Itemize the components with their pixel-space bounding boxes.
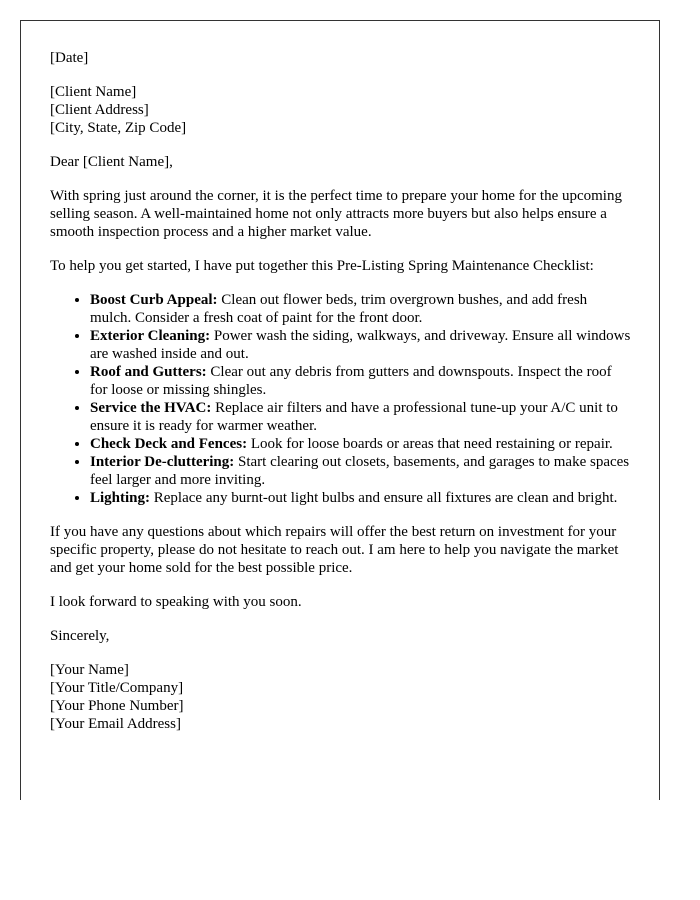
sign-off: Sincerely, xyxy=(50,628,110,644)
sender-name: [Your Name] xyxy=(50,662,129,678)
checklist-item-text: Start clearing out closets, basements, and garages to make spaces feel larger and more inviting. xyxy=(90,454,630,488)
checklist-item xyxy=(90,453,632,489)
checklist-item xyxy=(90,291,632,327)
checklist-item-text: Replace air filters and have a professional tune-up your A/C unit to ensure it is ready for warmer weather. xyxy=(90,400,618,434)
recipient-city-state-zip: [City, State, Zip Code] xyxy=(50,120,187,136)
recipient-block xyxy=(50,83,632,137)
recipient-name: [Client Name] xyxy=(50,84,137,100)
checklist-item xyxy=(90,489,632,507)
sender-title-company: [Your Title/Company] xyxy=(50,680,184,696)
checklist-item xyxy=(90,363,632,399)
sender-email: [Your Email Address] xyxy=(50,716,181,732)
checklist-item-text: Clean out flower beds, trim overgrown bushes, and add fresh mulch. Consider a fresh coat of paint for the front door. xyxy=(90,292,588,326)
recipient-address: [Client Address] xyxy=(50,102,149,118)
look-forward-line: I look forward to speaking with you soon. xyxy=(50,594,302,610)
checklist-item-text: Look for loose boards or areas that need restaining or repair. xyxy=(247,436,613,452)
maintenance-checklist xyxy=(50,291,632,507)
checklist-item-text: Replace any burnt-out light bulbs and ensure all fixtures are clean and bright. xyxy=(150,490,618,506)
letter-body xyxy=(50,49,632,749)
checklist-item xyxy=(90,435,632,453)
sender-phone: [Your Phone Number] xyxy=(50,698,184,714)
closing-paragraph: If you have any questions about which repairs will offer the best return on investment for your specific property, please do not hesitate to reach out. I am here to help you navigate the market and get your home sold for the best possible price. xyxy=(50,524,619,576)
checklist-item-text: Power wash the siding, walkways, and driveway. Ensure all windows are washed inside and out. xyxy=(90,328,631,362)
letter-date: [Date] xyxy=(50,50,89,66)
checklist-item-title: Boost Curb Appeal: xyxy=(90,292,218,308)
checklist-item-text: Clear out any debris from gutters and downspouts. Inspect the roof for loose or missing shingles. xyxy=(90,364,612,398)
letter-page xyxy=(20,20,660,800)
greeting: Dear [Client Name], xyxy=(50,154,173,170)
intro-paragraph: With spring just around the corner, it is the perfect time to prepare your home for the upcoming selling season. A well-maintained home not only attracts more buyers but also helps ensure a smooth inspection process and a higher market value. xyxy=(50,188,622,240)
checklist-item xyxy=(90,399,632,435)
signature-block xyxy=(50,661,632,733)
checklist-item-title: Roof and Gutters: xyxy=(90,364,207,380)
checklist-item-title: Lighting: xyxy=(90,490,151,506)
checklist-item-title: Check Deck and Fences: xyxy=(90,436,248,452)
checklist-item-title: Interior De-cluttering: xyxy=(90,454,235,470)
checklist-item xyxy=(90,327,632,363)
checklist-item-title: Exterior Cleaning: xyxy=(90,328,211,344)
checklist-item-title: Service the HVAC: xyxy=(90,400,212,416)
checklist-intro: To help you get started, I have put together this Pre-Listing Spring Maintenance Checklist: xyxy=(50,258,594,274)
